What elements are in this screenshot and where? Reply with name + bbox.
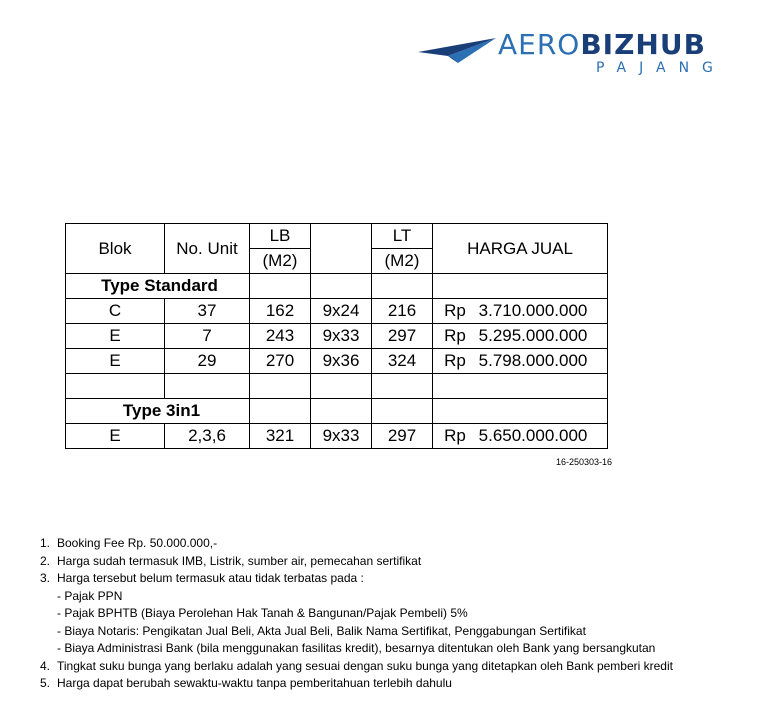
cell-currency: Rp: [433, 324, 470, 349]
cell-lt: 216: [372, 299, 433, 324]
note-item: 4. Tingkat suku bunga yang berlaku adalah yang sesuai dengan suku bunga yang ditetapkan oleh Bank pemberi kredit: [40, 658, 673, 673]
header-lb-unit: (M2): [250, 249, 311, 274]
logo-tagline: PAJANG: [596, 60, 726, 76]
cell-price: 3.710.000.000: [469, 299, 608, 324]
notes-list: [40, 535, 673, 693]
logo-word-bizhub: BIZHUB: [580, 28, 706, 61]
cell-unit: 7: [165, 324, 250, 349]
header-harga-jual: HARGA JUAL: [433, 224, 608, 274]
paper-plane-icon: [418, 36, 496, 64]
cell-lb: 321: [250, 424, 311, 449]
cell-currency: Rp: [433, 299, 470, 324]
header-dimension: [311, 224, 372, 274]
cell-blok: E: [66, 424, 165, 449]
section-title-standard: Type Standard: [66, 274, 250, 299]
empty-row: [66, 374, 608, 399]
table-row: [66, 299, 608, 324]
reference-code: 16-250303-16: [556, 457, 613, 467]
note-subitem: - Biaya Administrasi Bank (bila menggunakan fasilitas kredit), besarnya ditentukan oleh Bank yang bersangkutan: [57, 641, 656, 655]
cell-unit: 37: [165, 299, 250, 324]
table-row: [66, 349, 608, 374]
section-row: [66, 274, 608, 299]
header-blok: Blok: [66, 224, 165, 274]
cell-lt: 297: [372, 324, 433, 349]
header-row: [66, 224, 608, 249]
cell-lb: 162: [250, 299, 311, 324]
note-subitem: - Pajak BPHTB (Biaya Perolehan Hak Tanah & Bangunan/Pajak Pembeli) 5%: [57, 606, 468, 620]
cell-unit: 2,3,6: [165, 424, 250, 449]
cell-dimension: 9x33: [311, 424, 372, 449]
header-lt-unit: (M2): [372, 249, 433, 274]
cell-price: 5.798.000.000: [469, 349, 608, 374]
brand-logo: [418, 30, 730, 80]
section-row: [66, 399, 608, 424]
price-table: [65, 223, 608, 449]
header-lb: LB: [250, 224, 311, 249]
header-no-unit: No. Unit: [165, 224, 250, 274]
cell-dimension: 9x33: [311, 324, 372, 349]
cell-lt: 297: [372, 424, 433, 449]
cell-price: 5.295.000.000: [469, 324, 608, 349]
cell-unit: 29: [165, 349, 250, 374]
cell-price: 5.650.000.000: [469, 424, 608, 449]
table-row: [66, 424, 608, 449]
note-item: 3. Harga tersebut belum termasuk atau tidak terbatas pada :: [40, 571, 364, 585]
section-title-3in1: Type 3in1: [66, 399, 250, 424]
table-row: [66, 324, 608, 349]
cell-currency: Rp: [433, 424, 470, 449]
cell-blok: E: [66, 349, 165, 374]
note-item: 1. Booking Fee Rp. 50.000.000,-: [40, 536, 218, 550]
cell-blok: E: [66, 324, 165, 349]
cell-lt: 324: [372, 349, 433, 374]
note-subitem: - Biaya Notaris: Pengikatan Jual Beli, Akta Jual Beli, Balik Nama Sertifikat, Penggabungan Sertifikat: [57, 623, 586, 638]
cell-dimension: 9x36: [311, 349, 372, 374]
cell-currency: Rp: [433, 349, 470, 374]
note-subitem: - Pajak PPN: [57, 588, 123, 603]
note-item: 2. Harga sudah termasuk IMB, Listrik, sumber air, pemecahan sertifikat: [40, 553, 422, 568]
note-item: 5. Harga dapat berubah sewaktu-waktu tanpa pemberitahuan terlebih dahulu: [40, 676, 452, 690]
logo-word-aero: AERO: [498, 28, 581, 61]
header-lt: LT: [372, 224, 433, 249]
cell-lb: 270: [250, 349, 311, 374]
cell-blok: C: [66, 299, 165, 324]
cell-dimension: 9x24: [311, 299, 372, 324]
logo-wordmark: [498, 30, 706, 60]
cell-lb: 243: [250, 324, 311, 349]
